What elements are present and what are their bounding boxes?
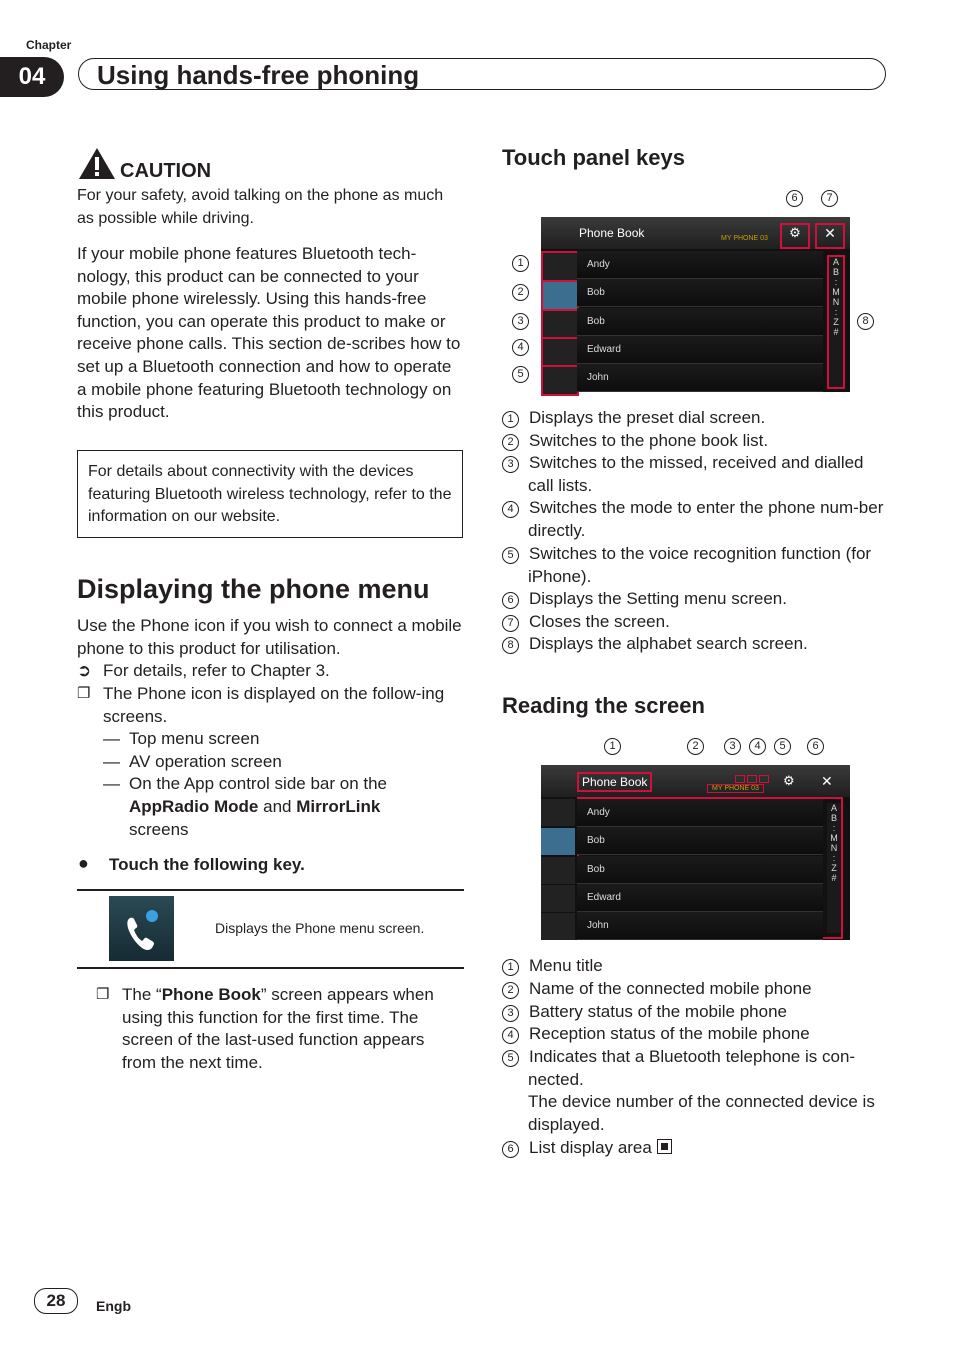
phone-menu-key[interactable] <box>109 896 174 961</box>
key-description: Displays the Phone menu screen. <box>215 920 425 936</box>
section-heading-touch-keys: Touch panel keys <box>502 145 685 170</box>
note-box-icon: ❐ <box>96 986 110 1003</box>
contact-row[interactable]: Bob <box>577 308 823 336</box>
note-text: The Phone icon is displayed on the follow-ing screens. <box>103 684 445 726</box>
phone-name: MY PHONE 03 <box>707 784 764 793</box>
callout-8: 8 <box>857 313 874 330</box>
screen-touch-keys <box>541 217 850 392</box>
close-icon[interactable]: ✕ <box>821 773 833 789</box>
chapter-title: Using hands-free phoning <box>78 58 886 90</box>
reading-item-continued: The device number of the connected device is displayed. <box>528 1092 875 1134</box>
callout-1: 1 <box>604 738 621 755</box>
touch-key-item: 8 Displays the alphabet search screen. <box>502 633 808 656</box>
appradio-mode-label: AppRadio Mode <box>129 797 259 816</box>
call-history-key[interactable] <box>541 309 579 340</box>
menu-title: Phone Book <box>577 772 652 792</box>
note2-part-a: The “ <box>122 985 162 1004</box>
info-box: For details about connectivity with the devices featuring Bluetooth wireless technology, refer to the information on our website. <box>77 450 463 538</box>
note2-text <box>122 984 457 1074</box>
contact-row[interactable]: John <box>577 364 823 392</box>
callout-5: 5 <box>774 738 791 755</box>
phone-name: MY PHONE 03 <box>721 235 768 242</box>
touch-key-item: 2 Switches to the phone book list. <box>502 430 768 453</box>
callout-3: 3 <box>724 738 741 755</box>
section-heading-displaying: Displaying the phone menu <box>77 574 430 604</box>
dial-pad-key[interactable] <box>541 885 575 912</box>
touch-key-item: 1 Displays the preset dial screen. <box>502 407 765 430</box>
note2-phone-book: Phone Book <box>161 985 261 1004</box>
warning-icon <box>78 146 116 180</box>
contact-row[interactable]: Edward <box>577 336 823 364</box>
contact-row[interactable]: John <box>577 912 823 940</box>
chapter-label: Chapter <box>26 38 72 52</box>
bullet-text: Touch the following key. <box>109 855 305 874</box>
callout-2: 2 <box>687 738 704 755</box>
caution-text: For your safety, avoid talking on the phone as much as possible while driving. <box>77 187 444 227</box>
preset-dial-key[interactable] <box>541 251 579 282</box>
intro-paragraph: If your mobile phone features Bluetooth tech-nology, this product can be connected to your mobile phone wirelessly. Using this hands-free function, you can operate this product to make or receive phone calls. This section de-scribes how to set up a Bluetooth connection and how to operate a mobile phone featuring Bluetooth technology on this product. <box>77 244 461 422</box>
ref-text: For details, refer to Chapter 3. <box>103 661 330 680</box>
call-history-key[interactable] <box>541 857 575 884</box>
callout-2: 2 <box>512 284 529 301</box>
contact-row[interactable]: Edward <box>577 884 823 912</box>
touch-key-item: 3 Switches to the missed, received and dialled call lists. <box>502 452 892 497</box>
note-box-icon: ❐ <box>77 685 91 702</box>
dash-icon: — <box>103 729 120 748</box>
dash-icon: — <box>103 774 120 793</box>
dash-item-3-line3: screens <box>129 820 189 839</box>
close-key[interactable]: ✕ <box>815 223 845 249</box>
ref-arrow-icon: ➲ <box>77 661 92 680</box>
note2-part-c: ” screen appears when using this function for the first time. The screen of the last-used function appears from the next time. <box>122 985 434 1072</box>
callout-4: 4 <box>749 738 766 755</box>
reading-item: 6 List display area <box>502 1137 672 1160</box>
contact-row[interactable]: Bob <box>577 856 823 884</box>
reading-item: 4 Reception status of the mobile phone <box>502 1023 810 1046</box>
and-word: and <box>263 797 292 816</box>
reading-item: 1 Menu title <box>502 955 603 978</box>
displaying-text: Use the Phone icon if you wish to connect a mobile phone to this product for utilisation. <box>77 616 462 658</box>
key-table-bottom-rule <box>77 967 464 969</box>
bluetooth-status-icon <box>759 775 769 783</box>
touch-key-item: 7 Closes the screen. <box>502 611 670 634</box>
alphabet-search-key[interactable]: A B : M N : Z # <box>827 255 845 389</box>
reading-item: 2 Name of the connected mobile phone <box>502 978 812 1001</box>
language-code: Engb <box>96 1298 131 1314</box>
page-number: 28 <box>34 1288 78 1314</box>
touch-key-item: 6 Displays the Setting menu screen. <box>502 588 787 611</box>
bullet-dot-icon: ● <box>78 853 89 873</box>
callout-6: 6 <box>807 738 824 755</box>
dial-pad-key[interactable] <box>541 337 579 368</box>
contact-row[interactable]: Andy <box>577 799 823 827</box>
voice-recognition-key[interactable] <box>541 365 579 396</box>
section-heading-reading: Reading the screen <box>502 693 705 718</box>
contact-row[interactable]: Bob <box>577 279 823 307</box>
reading-item: 3 Battery status of the mobile phone <box>502 1001 787 1024</box>
dash-icon: — <box>103 752 120 771</box>
preset-dial-key[interactable] <box>541 799 575 826</box>
callout-6: 6 <box>786 190 803 207</box>
dash-item-3-line2 <box>129 796 380 819</box>
touch-key-item: 4 Switches the mode to enter the phone num-ber directly. <box>502 497 892 542</box>
contact-row[interactable]: Bob <box>577 827 823 855</box>
callout-4: 4 <box>512 339 529 356</box>
end-mark-icon <box>657 1139 672 1154</box>
phonebook-key[interactable] <box>541 828 575 855</box>
alphabet-search-key[interactable]: A B : M N : Z # <box>827 803 841 933</box>
screen-reading <box>541 765 850 940</box>
callout-3: 3 <box>512 313 529 330</box>
touch-key-item: 5 Switches to the voice recognition function (for iPhone). <box>502 543 892 588</box>
dash-item-1: Top menu screen <box>129 729 260 748</box>
reception-status-icon <box>747 775 757 783</box>
battery-status-icon <box>735 775 745 783</box>
mirrorlink-label: MirrorLink <box>296 797 381 816</box>
settings-key[interactable]: ⚙ <box>780 223 810 249</box>
callout-1: 1 <box>512 255 529 272</box>
caution-heading: CAUTION <box>120 160 212 182</box>
callout-7: 7 <box>821 190 838 207</box>
phone-icon <box>122 904 162 954</box>
callout-5: 5 <box>512 366 529 383</box>
contact-row[interactable]: Andy <box>577 251 823 279</box>
dash-item-3: On the App control side bar on the <box>129 774 388 793</box>
phonebook-key[interactable] <box>541 280 579 311</box>
chapter-number: 04 <box>0 57 64 97</box>
dash-item-2: AV operation screen <box>129 752 282 771</box>
settings-icon[interactable]: ⚙ <box>783 773 795 788</box>
screen-title: Phone Book <box>579 226 645 240</box>
reading-item: 5 Indicates that a Bluetooth telephone is con-nected. <box>502 1046 892 1091</box>
key-table-top-rule <box>77 889 464 891</box>
voice-recognition-key[interactable] <box>541 913 575 940</box>
